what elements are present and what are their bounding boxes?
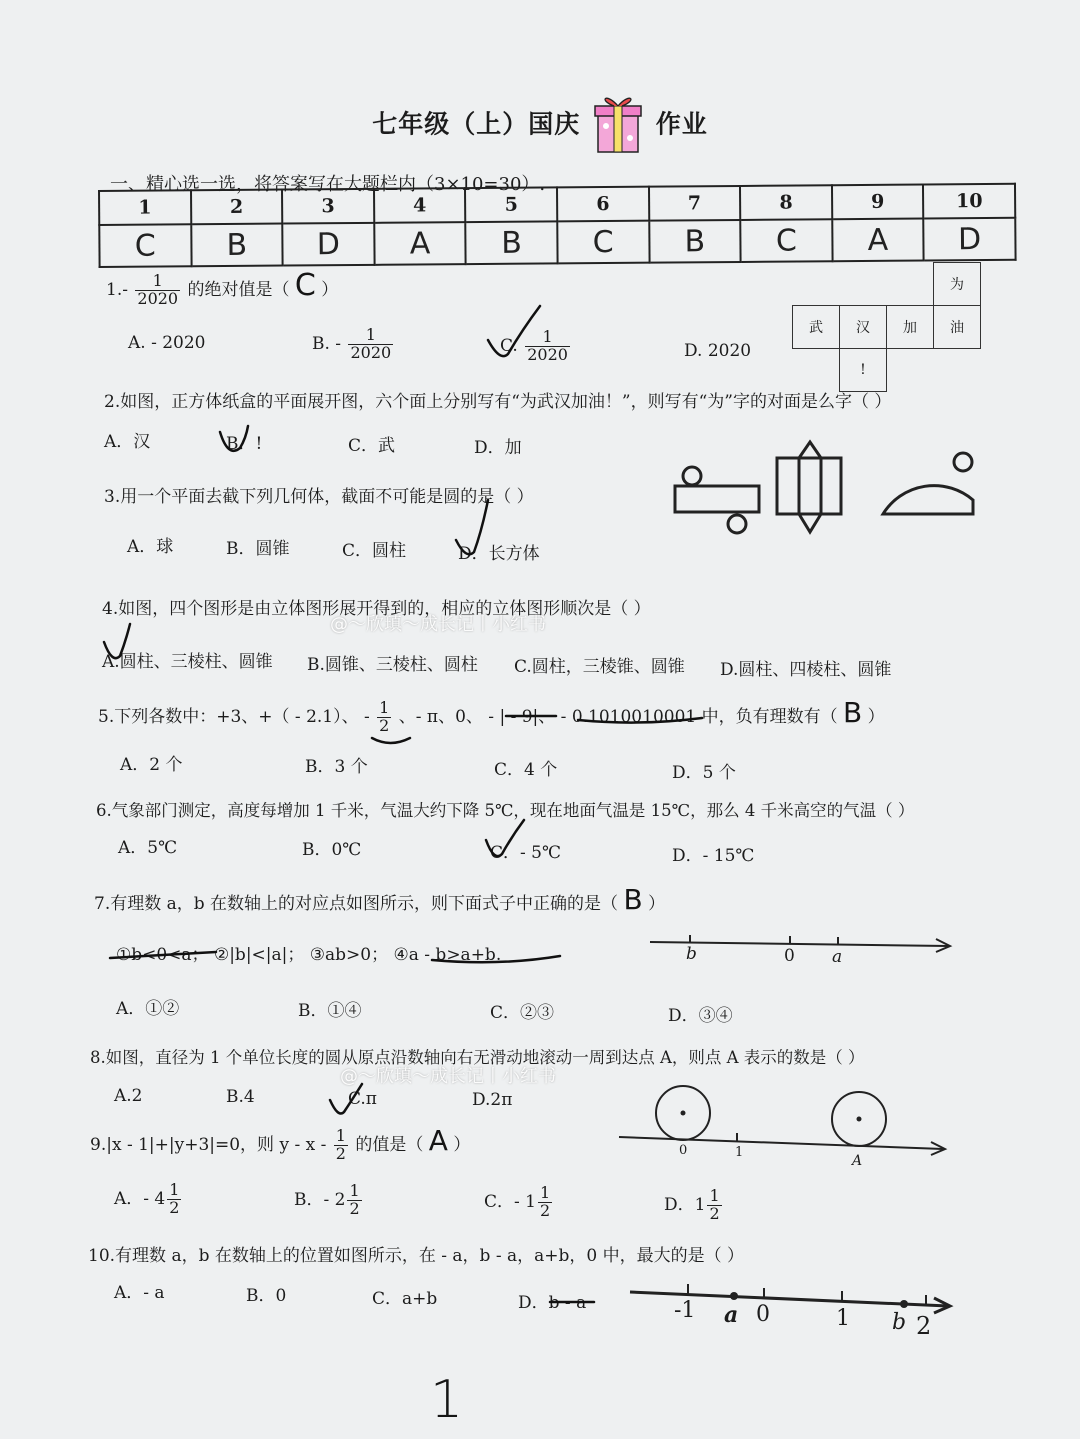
frac-den: 2 — [335, 1144, 346, 1163]
q7-axis-b: b — [686, 944, 697, 964]
q10-axis-minus-one: -1 — [674, 1298, 696, 1323]
answer-number: 6 — [557, 187, 649, 222]
option-label: D．1 — [664, 1194, 706, 1215]
frac-num: 1 — [349, 1181, 360, 1200]
q8-option-a[interactable]: A.2 — [114, 1086, 143, 1106]
check-mark-icon — [104, 624, 130, 658]
answer-cell[interactable]: C — [557, 221, 649, 264]
q2-option-d[interactable]: D．加 — [474, 438, 522, 458]
answer-number: 1 — [99, 190, 191, 225]
q1-close: ） — [321, 280, 339, 300]
q7-axis-zero: 0 — [784, 946, 795, 966]
q9-close: ） — [453, 1135, 471, 1155]
page-mark: 1 — [430, 1370, 464, 1430]
watermark: @～欣瑱～成长记丨小红书 — [340, 1066, 556, 1087]
frac-den: 2020 — [350, 342, 392, 362]
q8-axis-zero: 0 — [679, 1143, 688, 1158]
option-label: B．- 2 — [294, 1189, 346, 1210]
q1-option-b-label: B. - — [312, 333, 342, 354]
section-heading: 一、精心选一选，将答案写在大题栏内（3×10=30）. — [110, 174, 546, 195]
q5-option-c[interactable]: C．4 个 — [494, 760, 558, 780]
frac-den: 2 — [709, 1203, 720, 1223]
q7-statements: ①b<0<a； ②|b|<|a|； ③ab>0； ④a - b>a+b. — [116, 945, 502, 965]
frac-num: 1 — [709, 1186, 720, 1205]
q3-option-d[interactable]: D．长方体 — [458, 544, 540, 564]
underline-mark — [432, 956, 560, 962]
answer-number: 5 — [465, 187, 557, 222]
frac-num: 1 — [539, 1183, 551, 1202]
q5-text-pre: 5.下列各数中：+3、+（ - 2.1）、 - — [98, 707, 370, 727]
check-mark-icon — [220, 426, 248, 451]
underline-mark — [110, 952, 216, 958]
answer-number: 2 — [191, 190, 283, 225]
q8-option-b[interactable]: B.4 — [226, 1087, 255, 1107]
net-face: 汉 — [840, 306, 887, 349]
q1-frac-den: 2020 — [137, 289, 179, 308]
option-label: A．- 4 — [114, 1188, 166, 1209]
q7-option-b[interactable]: B．①④ — [298, 1001, 362, 1021]
frac-num: 1 — [525, 329, 570, 347]
net-face: 为 — [934, 263, 981, 306]
q5-close: ） — [867, 707, 885, 727]
q4-option-c[interactable]: C.圆柱，三棱锥、圆锥 — [514, 657, 685, 677]
q10-option-c[interactable]: C．a+b — [372, 1289, 438, 1309]
q10-axis-zero: 0 — [756, 1302, 770, 1327]
answer-cell[interactable]: A — [374, 222, 466, 265]
frac-den: 2 — [349, 1198, 360, 1218]
q3-option-b[interactable]: B．圆锥 — [226, 539, 290, 559]
check-mark-icon — [488, 306, 540, 356]
q5-handwritten-answer[interactable]: B — [843, 696, 863, 729]
q4-option-a[interactable]: A.圆柱、三棱柱、圆锥 — [102, 652, 273, 672]
frac-num: 1 — [169, 1180, 180, 1199]
answer-number: 8 — [740, 185, 832, 220]
answer-number: 10 — [923, 184, 1015, 219]
q2-option-c[interactable]: C．武 — [348, 436, 396, 456]
frac-num: 1 — [335, 1126, 346, 1146]
underline-mark — [372, 738, 410, 743]
q6-option-a[interactable]: A．5℃ — [118, 838, 178, 858]
answer-cell[interactable]: B — [649, 220, 741, 263]
q1-text: 的绝对值是（ — [187, 280, 290, 300]
question-8: 8.如图，直径为 1 个单位长度的圆从原点沿数轴向右无滑动地滚动一周到达点 A，则点 A 表示的数是（ ） — [90, 1048, 865, 1067]
q9-text-post: 的值是（ — [355, 1135, 424, 1155]
q6-option-d[interactable]: D．- 15℃ — [672, 846, 755, 866]
q1-option-d[interactable]: D. 2020 — [684, 341, 752, 361]
q7-text: 7.有理数 a，b 在数轴上的对应点如图所示，则下面式子中正确的是（ — [94, 894, 619, 914]
answer-cell[interactable]: B — [466, 221, 558, 264]
q2-option-a[interactable]: A．汉 — [104, 432, 151, 452]
check-mark-icon — [486, 820, 524, 856]
net-face: 油 — [934, 306, 981, 349]
answer-number: 3 — [282, 189, 374, 224]
frac-den: 2020 — [527, 344, 568, 364]
q1-option-a[interactable]: A. - 2020 — [128, 333, 206, 353]
answer-cell[interactable]: A — [832, 219, 924, 262]
answer-number: 4 — [374, 188, 466, 223]
question-3: 3.用一个平面去截下列几何体，截面不可能是圆的是（ ） — [104, 487, 534, 507]
answer-number: 9 — [832, 185, 924, 220]
q10-axis-a: a — [724, 1302, 739, 1328]
frac-num: 1 — [379, 698, 390, 718]
q10-option-b[interactable]: B．0 — [246, 1286, 287, 1306]
watermark: @～欣瑱～成长记丨小红书 — [330, 614, 546, 635]
q3-option-c[interactable]: C．圆柱 — [342, 541, 407, 561]
q9-text-pre: 9.|x - 1|+|y+3|=0，则 y - x - — [90, 1135, 327, 1155]
q8-option-c[interactable]: C.π — [348, 1089, 377, 1109]
q4-option-d[interactable]: D.圆柱、四棱柱、圆锥 — [720, 660, 892, 680]
q5-option-d[interactable]: D．5 个 — [672, 763, 736, 783]
answer-cell[interactable]: D — [924, 218, 1016, 261]
q8-option-d[interactable]: D.2π — [472, 1090, 513, 1110]
q5-text-post: 、- π、0、 - | - 9|、 - 0.1010010001 中，负有理数有（ — [398, 707, 838, 727]
q10-axis-one: 1 — [836, 1306, 850, 1331]
title-right: 作业 — [655, 109, 708, 139]
frac-den: 2 — [539, 1200, 551, 1220]
q6-option-c[interactable]: C．- 5℃ — [490, 843, 561, 863]
check-mark-icon — [330, 1084, 362, 1114]
frac-num: 1 — [348, 327, 393, 345]
answer-cell[interactable]: B — [191, 224, 283, 267]
q10-option-a[interactable]: A．- a — [114, 1283, 165, 1303]
answer-cell[interactable]: C — [740, 219, 832, 262]
question-10: 10.有理数 a，b 在数轴上的位置如图所示，在 - a，b - a，a+b，0 中，最大的是（ ） — [88, 1246, 745, 1266]
underline-mark — [578, 718, 702, 723]
q1-frac-num: 1 — [135, 273, 180, 291]
net-face: 武 — [793, 306, 840, 349]
title-left: 七年级（上）国庆 — [372, 109, 581, 139]
q2-option-b[interactable]: B．! — [226, 434, 263, 454]
q9-handwritten-answer[interactable]: A — [428, 1124, 448, 1157]
q7-option-a[interactable]: A．①② — [116, 999, 180, 1019]
q7-option-d[interactable]: D．③④ — [668, 1006, 733, 1026]
question-4: 4.如图，四个图形是由立体图形展开得到的，相应的立体图形顺次是（ ） — [102, 599, 651, 619]
q7-handwritten-answer[interactable]: B — [623, 883, 643, 916]
net-face: ! — [840, 349, 887, 392]
q1-minus: - — [122, 280, 128, 300]
option-label: C．- 1 — [484, 1191, 536, 1212]
q8-axis-A: A — [852, 1153, 863, 1169]
answer-cell[interactable]: C — [99, 224, 191, 267]
q5-option-b[interactable]: B．3 个 — [305, 757, 368, 777]
q10-axis-two: 2 — [916, 1312, 932, 1340]
q10-axis-b: b — [892, 1310, 907, 1335]
net-face: 加 — [887, 306, 934, 349]
q1-option-c-label: C. — [500, 335, 518, 356]
q5-option-a[interactable]: A．2 个 — [120, 755, 183, 775]
q6-option-b[interactable]: B．0℃ — [302, 840, 362, 860]
q7-option-c[interactable]: C．②③ — [490, 1003, 555, 1023]
answer-number: 7 — [649, 186, 741, 221]
check-mark-icon — [456, 500, 488, 554]
q3-option-a[interactable]: A．球 — [127, 537, 174, 557]
answer-cell[interactable]: D — [282, 223, 374, 266]
question-2: 2.如图，正方体纸盒的平面展开图，六个面上分别写有“为武汉加油！”，则写有“为”字的对面是么字（ ） — [104, 392, 892, 412]
frac-den: 2 — [169, 1197, 180, 1217]
frac-den: 2 — [379, 716, 390, 735]
question-6: 6.气象部门测定，高度每增加 1 千米，气温大约下降 5℃，现在地面气温是 15℃，那么 4 千米高空的气温（ ） — [96, 801, 915, 820]
q10-option-d[interactable]: D．b - a — [518, 1293, 587, 1313]
q8-axis-one: 1 — [735, 1145, 744, 1160]
q4-option-b[interactable]: B.圆锥、三棱柱、圆柱 — [307, 655, 478, 675]
q7-axis-a: a — [832, 947, 843, 967]
q7-close: ） — [648, 894, 666, 914]
q1-handwritten-answer[interactable]: C — [294, 268, 316, 303]
q1-number: 1. — [106, 280, 123, 300]
